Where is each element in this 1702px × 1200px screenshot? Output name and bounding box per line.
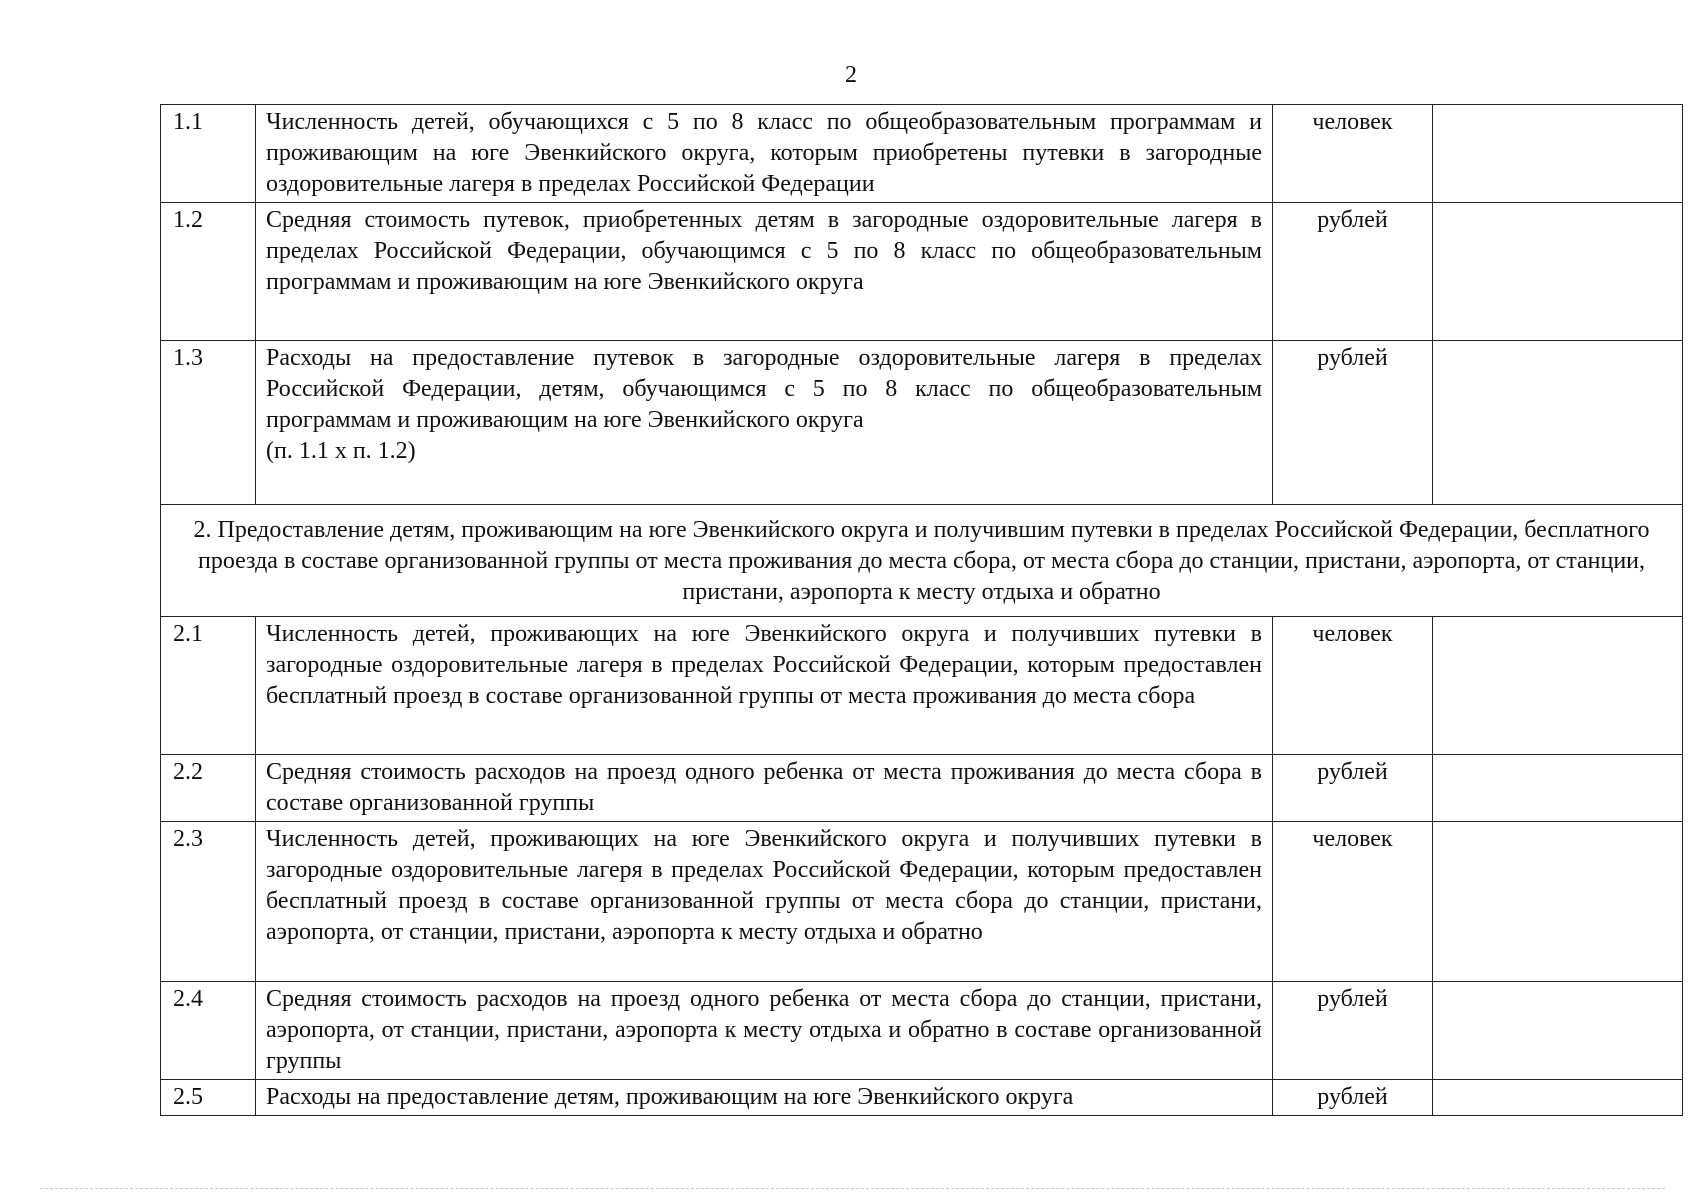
row-number: 2.1 — [161, 617, 256, 755]
table-row — [161, 341, 1683, 505]
table-row — [161, 105, 1683, 203]
row-number: 2.3 — [161, 822, 256, 982]
section-row — [161, 505, 1683, 617]
table-row — [161, 755, 1683, 822]
row-number: 1.3 — [161, 341, 256, 505]
row-description-cell — [256, 341, 1273, 505]
row-value-cell — [1433, 822, 1683, 982]
row-number: 2.4 — [161, 982, 256, 1080]
row-formula: (п. 1.1 х п. 1.2) — [266, 438, 416, 464]
row-description: Численность детей, проживающих на юге Эвенкийского округа и получивших путевки в загородные оздоровительные лагеря в пределах Российской Федерации, которым предоставлен бесплатный проезд в составе организованной группы от места сбора до станции, пристани, аэропорта, от станции, пристани, аэропорта к месту отдыха и обратно — [256, 822, 1273, 982]
row-description: Численность детей, проживающих на юге Эвенкийского округа и получивших путевки в загородные оздоровительные лагеря в пределах Российской Федерации, которым предоставлен бесплатный проезд в составе организованной группы от места проживания до места сбора — [256, 617, 1273, 755]
row-value-cell — [1433, 617, 1683, 755]
table-row — [161, 203, 1683, 341]
row-number: 1.2 — [161, 203, 256, 341]
row-unit: человек — [1273, 105, 1433, 203]
table-row — [161, 1080, 1683, 1116]
row-unit: рублей — [1273, 755, 1433, 822]
row-description: Средняя стоимость путевок, приобретенных детям в загородные оздоровительные лагеря в пределах Российской Федерации, обучающимся с 5 по 8 класс по общеобразовательным программам и проживающим на юге Эвенкийского округа — [256, 203, 1273, 341]
row-description: Расходы на предоставление детям, проживающим на юге Эвенкийского округа — [256, 1080, 1273, 1116]
row-number: 2.2 — [161, 755, 256, 822]
table-row — [161, 617, 1683, 755]
page-number: 2 — [845, 62, 857, 88]
indicators-table — [160, 104, 1683, 1116]
row-number: 2.5 — [161, 1080, 256, 1116]
row-unit: рублей — [1273, 1080, 1433, 1116]
scan-edge-line — [40, 1188, 1665, 1189]
row-value-cell — [1433, 341, 1683, 505]
row-description: Средняя стоимость расходов на проезд одного ребенка от места сбора до станции, пристани, аэропорта, от станции, пристани, аэропорта к месту отдыха и обратно в составе организованной группы — [256, 982, 1273, 1080]
row-value-cell — [1433, 755, 1683, 822]
table-row — [161, 982, 1683, 1080]
row-unit: рублей — [1273, 982, 1433, 1080]
row-description: Средняя стоимость расходов на проезд одного ребенка от места проживания до места сбора в составе организованной группы — [256, 755, 1273, 822]
row-unit: человек — [1273, 617, 1433, 755]
row-unit: человек — [1273, 822, 1433, 982]
row-number: 1.1 — [161, 105, 256, 203]
row-description: Численность детей, обучающихся с 5 по 8 класс по общеобразовательным программам и проживающим на юге Эвенкийского округа, которым приобретены путевки в загородные оздоровительные лагеря в пределах Российской Федерации — [256, 105, 1273, 203]
row-description: Расходы на предоставление путевок в загородные оздоровительные лагеря в пределах Российской Федерации, детям, обучающимся с 5 по 8 класс по общеобразовательным программам и проживающим на юге Эвенкийского округа — [266, 345, 1262, 433]
table-row — [161, 822, 1683, 982]
section-2-title: 2. Предоставление детям, проживающим на юге Эвенкийского округа и получившим путевки в пределах Российской Федерации, бесплатного проезда в составе организованной группы от места проживания до места сбора, от места сбора до станции, пристани, аэропорта, от станции, пристани, аэропорта к месту отдыха и обратно — [161, 505, 1683, 617]
row-value-cell — [1433, 203, 1683, 341]
row-value-cell — [1433, 105, 1683, 203]
row-value-cell — [1433, 982, 1683, 1080]
row-unit: рублей — [1273, 341, 1433, 505]
row-unit: рублей — [1273, 203, 1433, 341]
row-value-cell — [1433, 1080, 1683, 1116]
